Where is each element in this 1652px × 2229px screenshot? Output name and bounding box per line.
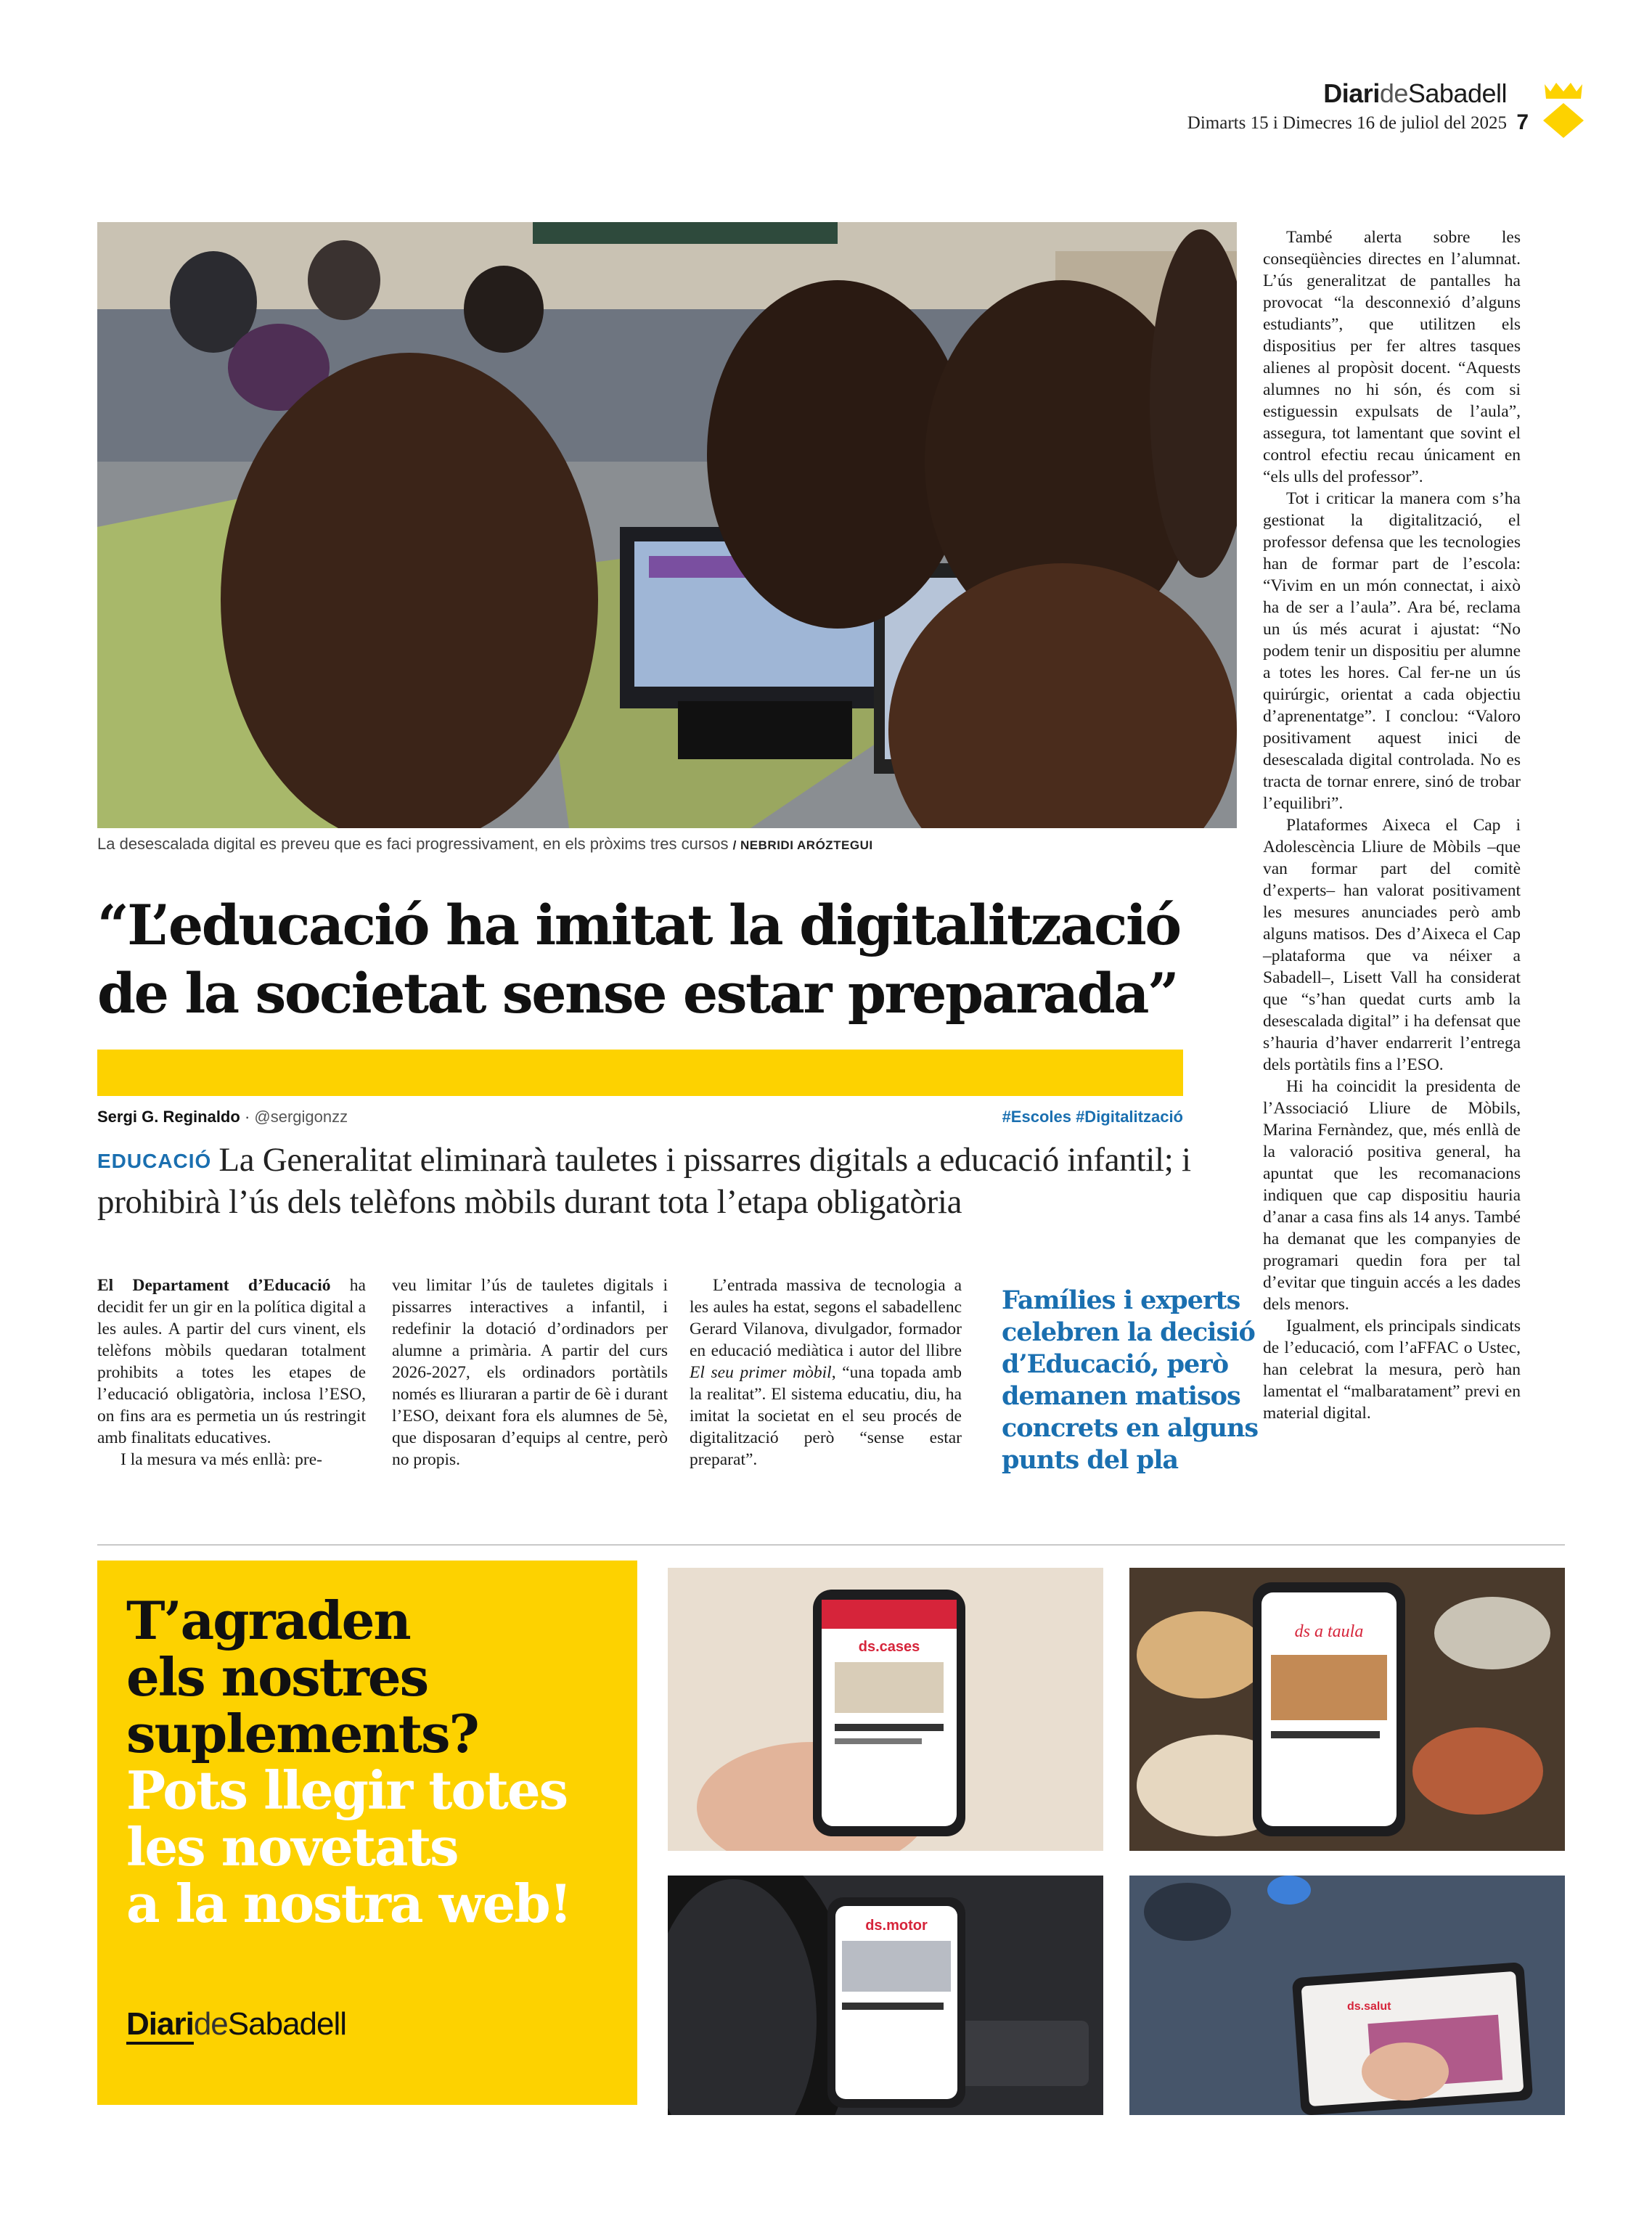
paragraph: El Departament d’Educació ha decidit fer un gir en la política digital a les aules. A partir del curs vinent, els telèfons mòbils quedaran totalment prohibits a totes les etapes de l’educació obligatòria, inclosa l’ESO, on fins ara es permetia un ús restringit amb finalitats educatives. [97, 1276, 366, 1447]
tile-label: ds.salut [1347, 2000, 1391, 2013]
tablet-photo-icon [1129, 1876, 1565, 2115]
ad-line: a la nostra web! [126, 1873, 571, 1934]
supplement-tile-motor[interactable] [668, 1876, 1103, 2115]
headline-accent-bar [97, 1050, 1183, 1096]
supplement-tile-salut[interactable] [1129, 1876, 1565, 2115]
standfirst-text: La Generalitat eliminarà tauletes i pissarres digitals a educació infantil; i prohibirà l’ús dels telèfons mòbils durant tota l’etapa obligatòria [97, 1141, 1191, 1221]
phone-photo-icon [668, 1568, 1103, 1851]
headline-line-2: de la societat sense estar preparada” [97, 961, 1178, 1026]
caption-text: La desescalada digital es preveu que es faci progressivament, en els pròxims tres cursos [97, 835, 729, 853]
ad-line: els nostres [126, 1646, 428, 1708]
article-headline [97, 891, 1230, 1028]
byline [97, 1108, 348, 1126]
ad-line: Pots llegir totes [126, 1759, 568, 1821]
masthead-brand[interactable]: DiarideSabadell [1323, 78, 1507, 108]
headline-line-1: “L’educació ha imitat la digitalització [97, 893, 1180, 957]
ad-line: T’agraden [126, 1590, 410, 1651]
ad-line: suplements? [126, 1703, 478, 1764]
paragraph: També alerta sobre les conseqüències directes en l’alumnat. L’ús generalitzat de pantalles ha provocat “la desconnexió d’alguns estudiants”, que utilitzen els dispositius per fer altres tasques alienes al propòsit docent. “Aquests alumnes no hi són, és com si estiguessin expulsats de l’aula”, assegura, tot lamentant que sovint el control efectiu recau únicament en “els ulls del professor”. [1263, 228, 1521, 486]
article-photo [97, 222, 1237, 828]
supplement-tile-taula[interactable] [1129, 1568, 1565, 1851]
ad-line: les novetats [126, 1816, 458, 1878]
body-column-3 [690, 1275, 962, 1471]
body-column-1 [97, 1275, 366, 1471]
ad-headline [126, 1592, 620, 1932]
ad-logo[interactable]: DiarideSabadell [126, 2006, 346, 2042]
supplements-ad[interactable] [97, 1561, 637, 2105]
masthead [1151, 73, 1587, 145]
standfirst [97, 1140, 1193, 1223]
tile-label: ds.cases [858, 1639, 920, 1655]
body-column-right [1263, 226, 1521, 1424]
author-name[interactable]: Sergi G. Reginaldo [97, 1108, 240, 1126]
book-title: El seu primer mòbil [690, 1363, 832, 1382]
paragraph: L’entrada massiva de tecnologia a les aules ha estat, segons el sabadellenc Gerard Vilanova, divulgador, formador en educació mediàtica i autor del llibre El seu primer mòbil, “una topada amb la realitat”. El sistema educatiu, diu, ha imitat la societat en el seu procés de digitalització però “sense estar preparat”. [690, 1276, 962, 1469]
pull-quote: Famílies i experts celebren la decisió d’Educació, però demanen matisos concrets en alguns punts del pla [1002, 1285, 1259, 1475]
masthead-date: Dimarts 15 i Dimecres 16 de juliol del 2025 [1187, 113, 1507, 133]
crest-icon [1540, 81, 1587, 138]
tile-label: ds a taula [1294, 1622, 1364, 1641]
phone-photo-icon [668, 1876, 1103, 2115]
photo-credit: / NEBRIDI ARÓZTEGUI [732, 838, 873, 852]
body-column-2 [392, 1275, 668, 1471]
author-handle[interactable]: @sergigonzz [254, 1108, 348, 1126]
supplement-tile-cases[interactable] [668, 1568, 1103, 1851]
paragraph: Tot i criticar la manera com s’ha gestionat la digitalització, el professor defensa que les tecnologies han de formar part de l’escola: “Vivim en un món connectat, i això ha de ser a l’aula”. Ara bé, reclama un ús més acurat i ajustat: “No podem tenir un dispositiu per alumne a totes les hores. Cal fer-ne un ús quirúrgic, orientat a cada objectiu d’aprenentatge”. I conclou: “Valoro positivament aquest inici de desescalada digital controlada. No es tracta de tornar enrere, sinó de trobar l’equilibri”. [1263, 489, 1521, 813]
paragraph: Hi ha coincidit la presidenta de l’Associació Lliure de Mòbils, Marina Fernàndez, que, més enllà de la valoració positiva general, ha apuntat que les recomanacions indiquen que cap dispositiu hauria d’anar a casa fins als 14 anys. També ha demanat que les companyies de programari quedin fora per tal d’evitar que tinguin accés a les dades dels menors. [1263, 1077, 1521, 1314]
paragraph: Plataformes Aixeca el Cap i Adolescència Lliure de Mòbils –que van formar part del comitè d’experts– han valorat positivament les mesures anunciades però amb alguns matisos. Des d’Aixeca el Cap –plataforma que va néixer a Sabadell–, Lisett Vall ha considerat que “s’han quedat curts amb la desescalada digital” i ha defensat que s’hauria d’haver endarrerit l’entrega dels portàtils fins a l’ESO. [1263, 816, 1521, 1074]
paragraph: Igualment, els principals sindicats de l’educació, com l’aFFAC o Ustec, han celebrat la mesura, però han lamentat el “malbaratament” previ en material digital. [1263, 1317, 1521, 1423]
article-tags[interactable]: #Escoles #Digitalització [1002, 1108, 1183, 1126]
lead-in: El Departament d’Educació [97, 1276, 331, 1295]
byline-separator: · [244, 1108, 250, 1126]
tile-label: ds.motor [865, 1918, 928, 1934]
photo-caption [97, 835, 1237, 854]
classroom-photo-illustration [97, 222, 1237, 828]
phone-photo-icon [1129, 1568, 1565, 1851]
page-number: 7 [1516, 110, 1529, 134]
section-label[interactable]: EDUCACIÓ [97, 1150, 212, 1172]
paragraph: I la mesura va més enllà: pre- [120, 1450, 322, 1469]
paragraph: veu limitar l’ús de tauletes digitals i pissarres interactives a infantil, i redefinir la dotació d’ordinadors per alumne a primària. A partir del curs 2026-2027, els ordinadors portàtils només es lliuraran a partir de 6è i durant l’ESO, deixant fora els alumnes de 5è, que disposaran d’equips al centre, però no propis. [392, 1276, 668, 1469]
